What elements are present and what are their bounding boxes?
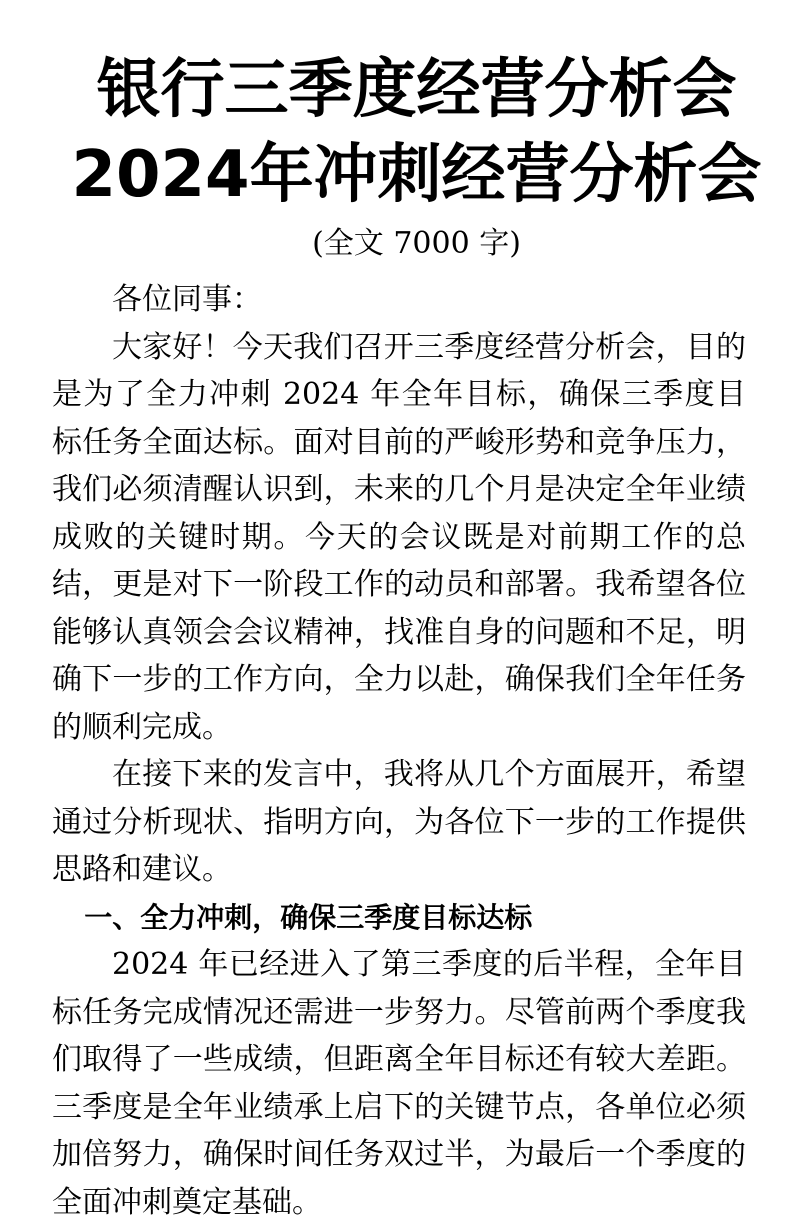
paragraph: 在接下来的发言中，我将从几个方面展开，希望通过分析现状、指明方向，为各位下一步的工作提供思路和建议。 (52, 757, 746, 887)
paragraph: 2024 年已经进入了第三季度的后半程，全年目标任务完成情况还需进一步努力。尽管前两个季度我们取得了一些成绩，但距离全年目标还有较大差距。三季度是全年业绩承上启下的关键节点，各单位必须加倍努力，确保时间任务双过半，为最后一个季度的全面冲刺奠定基础。 (52, 947, 746, 1220)
paragraph: 大家好！今天我们召开三季度经营分析会，目的是为了全力冲刺 2024 年全年目标，确保三季度目标任务全面达标。面对目前的严峻形势和竞争压力，我们必须清醒认识到，未来的几个月是决定全年业绩成败的关键时期。今天的会议既是对前期工作的总结，更是对下一阶段工作的动员和部署。我希望各位能够认真领会会议精神，找准自身的问题和不足，明确下一步的工作方向，全力以赴，确保我们全年任务的顺利完成。 (52, 329, 746, 745)
document-body (52, 276, 746, 1226)
document-title-line1: 银行三季度经营分析会 (96, 53, 737, 127)
document-title-line2: 2024年冲刺经营分析会 (71, 138, 762, 212)
salutation: 各位同事： (112, 282, 262, 317)
section-heading: 一、全力冲刺，确保三季度目标达标 (84, 900, 533, 934)
document-subtitle: (全文 7000 字) (312, 226, 521, 261)
